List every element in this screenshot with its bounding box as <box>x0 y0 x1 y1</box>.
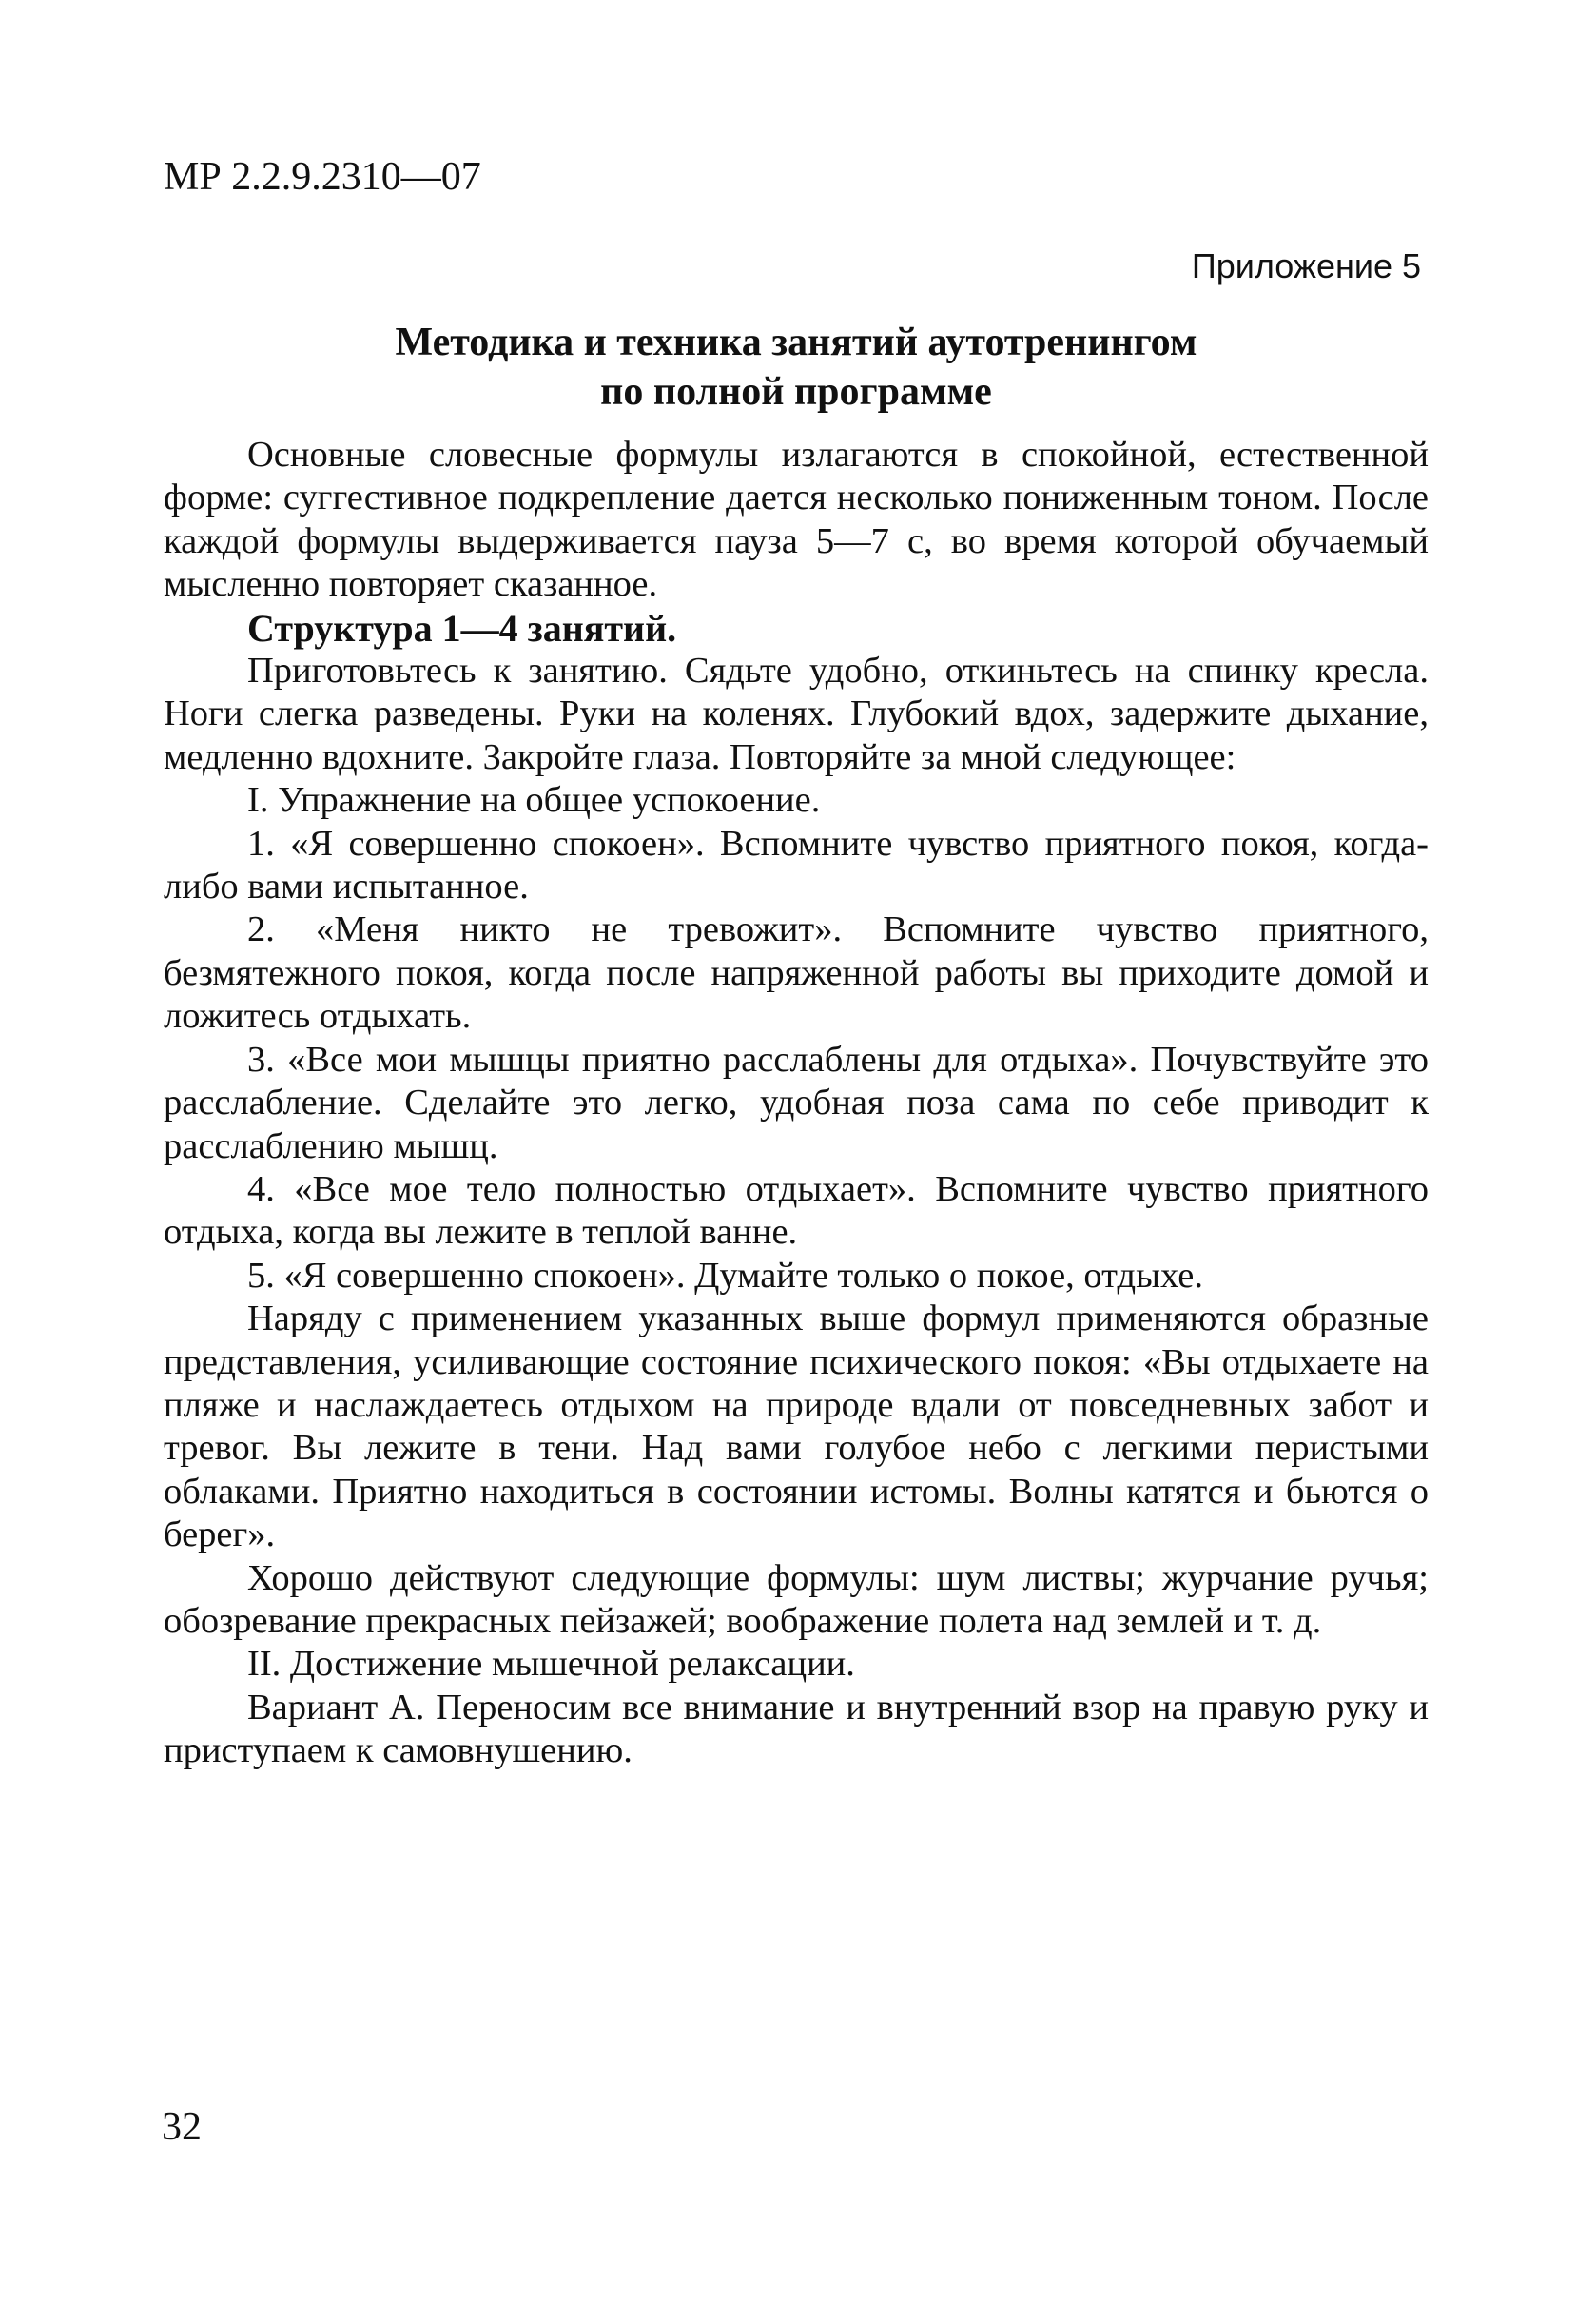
exercise-heading-2: II. Достижение мышечной релаксации. <box>247 1644 855 1685</box>
paragraph-imagery: Наряду с применением указанных выше формул применяются образные представления, усиливающие состояние психического покоя: «Вы отдыхаете на пляже и наслаждаетесь отдыхом на природе вдали от повседневных забот и тревог. Вы лежите в тени. Над вами голубое небо с легкими перистыми облаками. Приятно находиться в состоянии истомы. Волны катятся и бьются о берег». <box>164 1298 1429 1555</box>
formula-item-5: 5. «Я совершенно спокоен». Думайте только о покое, отдыхе. <box>247 1255 1203 1296</box>
appendix-label: Приложение 5 <box>1191 246 1421 285</box>
title-line-2: по полной программе <box>600 370 992 414</box>
formula-item-1: 1. «Я совершенно спокоен». Вспомните чувство приятного покоя, когда-либо вами испытанное. <box>164 823 1429 908</box>
paragraph-formulas: Хорошо действуют следующие формулы: шум листвы; журчание ручья; обозревание прекрасных пейзажей; воображение полета над землей и т. д. <box>164 1557 1429 1641</box>
paragraph-intro: Основные словесные формулы излагаются в спокойной, естественной форме: суггестивное подкрепление дается несколько пониженным тоном. После каждой формулы выдерживается пауза 5—7 с, во время которой обучаемый мысленно повторяет сказанное. <box>164 435 1429 605</box>
page-title <box>162 318 1431 417</box>
exercise-heading-1: I. Упражнение на общее успокоение. <box>247 780 821 821</box>
paragraph-variant-a: Вариант А. Переносим все внимание и внутренний взор на правую руку и приступаем к самовнушению. <box>164 1687 1429 1771</box>
section-heading: Структура 1—4 занятий. <box>247 606 677 650</box>
document-body <box>164 434 1429 1773</box>
formula-item-2: 2. «Меня никто не тревожит». Вспомните чувство приятного, безмятежного покоя, когда после напряженной работы вы приходите домой и ложитесь отдыхать. <box>164 909 1429 1037</box>
title-line-1: Методика и техника занятий аутотренингом <box>395 321 1197 364</box>
page-number: 32 <box>162 2105 202 2149</box>
paragraph-preparation: Приготовьтесь к занятию. Сядьте удобно, откиньтесь на спинку кресла. Ноги слегка разведены. Руки на коленях. Глубокий вдох, задержите дыхание, медленно вдохните. Закройте глаза. Повторяйте за мной следующее: <box>164 651 1429 777</box>
formula-item-4: 4. «Все мое тело полностью отдыхает». Вспомните чувство приятного отдыха, когда вы лежите в теплой ванне. <box>164 1168 1429 1253</box>
document-code: МР 2.2.9.2310—07 <box>164 155 481 199</box>
formula-item-3: 3. «Все мои мышцы приятно расслаблены для отдыха». Почувствуйте это расслабление. Сделайте это легко, удобная поза сама по себе приводит к расслаблению мышц. <box>164 1039 1429 1166</box>
